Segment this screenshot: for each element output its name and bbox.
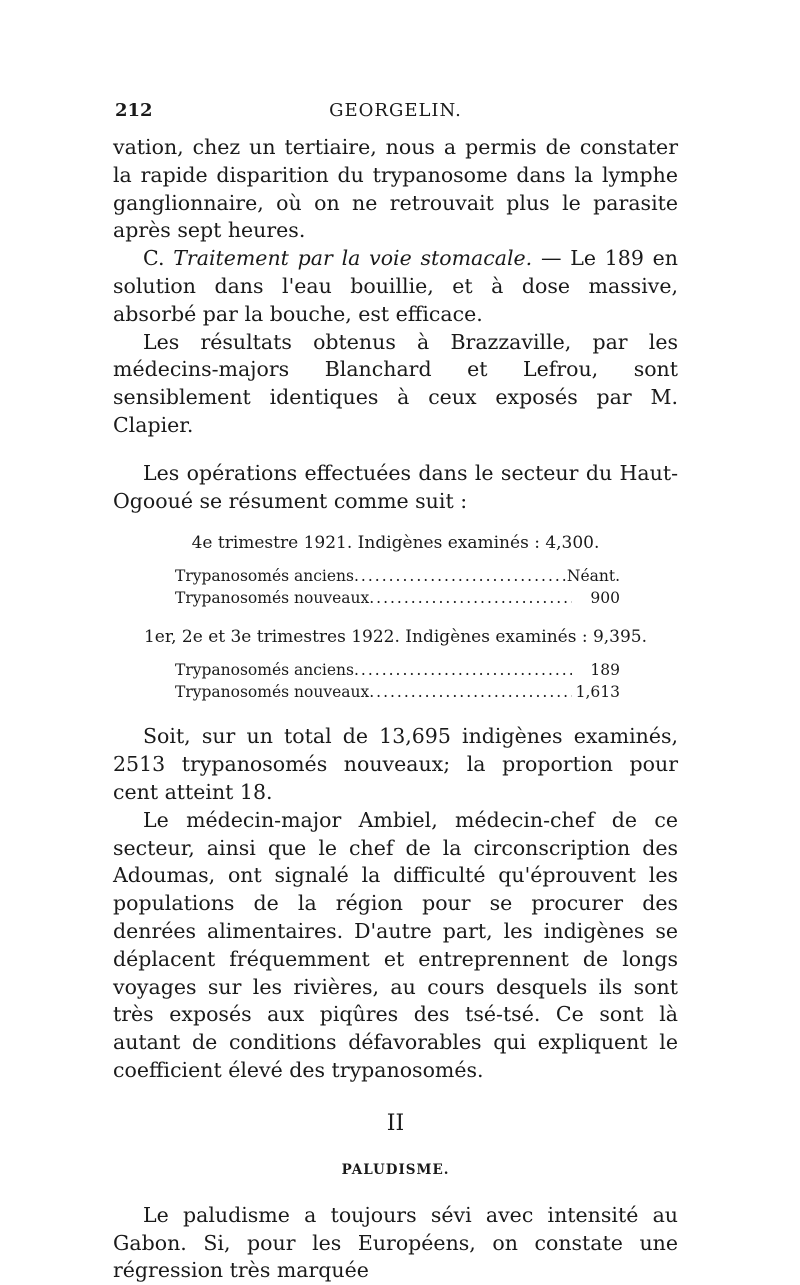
section-title: PALUDISME. [341, 1161, 450, 1178]
paragraph-total: Soit, sur un total de 13,695 indigènes examinés, 2513 trypanosomés nouveaux; la proportion pour cent atteint 18. [113, 724, 678, 804]
row-label: Trypanosomés nouveaux [175, 589, 370, 608]
paragraph-ambiel: Le médecin-major Ambiel, médecin-chef de ce secteur, ainsi que le chef de la circonscription des Adoumas, ont signalé la difficulté qu'éprouvent les populations de la région pour se procurer des denrées alimentaires. D'autre part, les indigènes se déplacent fréquemment et entreprennent de longs voyages sur les rivières, au cours desquels ils sont très exposés aux piqûres des tsé-tsé. Ce sont là autant de conditions défavorables qui expliquent le coefficient élevé des trypanosomés. [113, 807, 678, 1082]
table2 [175, 659, 620, 703]
table-row [175, 565, 620, 587]
table2-heading: 1er, 2e et 3e trimestres 1922. Indigènes examinés : 9,395. [143, 627, 648, 648]
table1-heading: 4e trimestre 1921. Indigènes examinés : 4,300. [191, 533, 600, 554]
row-value: 1,613 [575, 683, 620, 702]
row-value: Néant. [566, 567, 620, 586]
row-value: 189 [590, 661, 620, 680]
leader-dots [354, 659, 572, 681]
spacer [113, 440, 678, 460]
table1 [175, 565, 620, 609]
running-title: GEORGELIN. [329, 100, 462, 121]
treatment-heading: Traitement par la voie stomacale. [173, 246, 533, 271]
treatment-letter: C. [143, 246, 174, 271]
table-row [175, 659, 620, 681]
row-value: 900 [590, 589, 620, 608]
paragraph-treatment [113, 245, 678, 328]
paragraph-brazzaville: Les résultats obtenus à Brazzaville, par les médecins-majors Blanchard et Lefrou, sont sensiblement identiques à ceux exposés par M. Clapier. [113, 329, 678, 437]
paragraph-continuation: vation, chez un tertiaire, nous a permis de constater la rapide disparition du trypanosome dans la lymphe ganglionnaire, où on ne retrouvait plus le parasite après sept heures. [113, 135, 678, 243]
table-row [175, 587, 620, 609]
paragraph-paludisme: Le paludisme a toujours sévi avec intensité au Gabon. Si, pour les Européens, on constate une régression très marquée [113, 1202, 678, 1283]
row-label: Trypanosomés anciens [175, 661, 354, 680]
leader-dots [354, 565, 567, 587]
treatment-text: — Le 189 en solution dans l'eau bouillie, et à dose massive, absorbé par la bouche, est efficace. [113, 246, 678, 326]
page [113, 100, 678, 1285]
table-row [175, 681, 620, 703]
spacer [113, 703, 678, 723]
page-number: 212 [115, 100, 153, 121]
section-numeral: II [386, 1110, 405, 1136]
page-header [113, 100, 678, 134]
leader-dots [369, 681, 572, 703]
leader-dots [369, 587, 572, 609]
row-label: Trypanosomés nouveaux [175, 683, 370, 702]
row-label: Trypanosomés anciens [175, 567, 354, 586]
paragraph-operations: Les opérations effectuées dans le secteur du Haut-Ogooué se résument comme suit : [113, 460, 678, 513]
